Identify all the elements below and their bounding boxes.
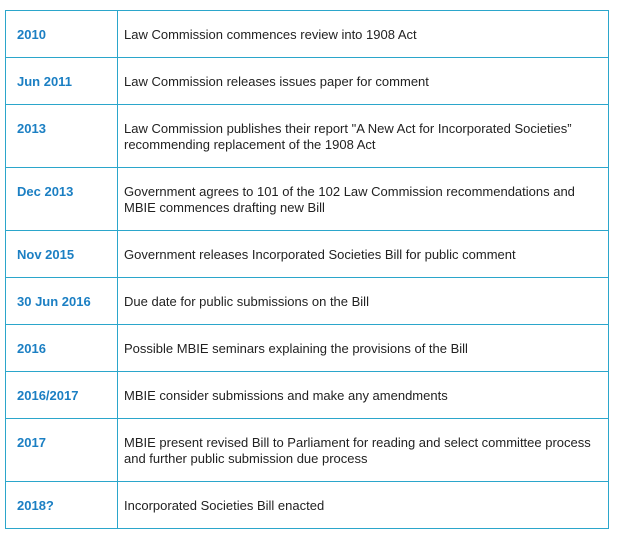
timeline-event: Due date for public submissions on the Bill [118, 278, 609, 325]
timeline-date: 2016/2017 [6, 372, 118, 419]
timeline-event: MBIE present revised Bill to Parliament for reading and select committee process and further public submission due process [118, 419, 609, 482]
timeline-date: 2016 [6, 325, 118, 372]
timeline-row [6, 168, 609, 231]
timeline-row [6, 105, 609, 168]
timeline-event: Government agrees to 101 of the 102 Law Commission recommendations and MBIE commences drafting new Bill [118, 168, 609, 231]
timeline-event: Law Commission publishes their report "A New Act for Incorporated Societies” recommending replacement of the 1908 Act [118, 105, 609, 168]
timeline-event: Law Commission releases issues paper for comment [118, 58, 609, 105]
timeline-date: 2013 [6, 105, 118, 168]
timeline-row [6, 231, 609, 278]
timeline-row [6, 372, 609, 419]
timeline-date: 2017 [6, 419, 118, 482]
timeline-row [6, 419, 609, 482]
timeline-event: Law Commission commences review into 1908 Act [118, 11, 609, 58]
timeline-event: Government releases Incorporated Societies Bill for public comment [118, 231, 609, 278]
timeline-body [6, 11, 609, 529]
timeline-row [6, 11, 609, 58]
timeline-date: 30 Jun 2016 [6, 278, 118, 325]
timeline-row [6, 325, 609, 372]
timeline-date: Jun 2011 [6, 58, 118, 105]
timeline-event: Incorporated Societies Bill enacted [118, 482, 609, 529]
timeline-date: Nov 2015 [6, 231, 118, 278]
timeline-table [5, 10, 609, 529]
timeline-row [6, 58, 609, 105]
timeline-date: Dec 2013 [6, 168, 118, 231]
timeline-event: MBIE consider submissions and make any amendments [118, 372, 609, 419]
timeline-date: 2010 [6, 11, 118, 58]
timeline-row [6, 482, 609, 529]
timeline-event: Possible MBIE seminars explaining the provisions of the Bill [118, 325, 609, 372]
timeline-row [6, 278, 609, 325]
timeline-date: 2018? [6, 482, 118, 529]
